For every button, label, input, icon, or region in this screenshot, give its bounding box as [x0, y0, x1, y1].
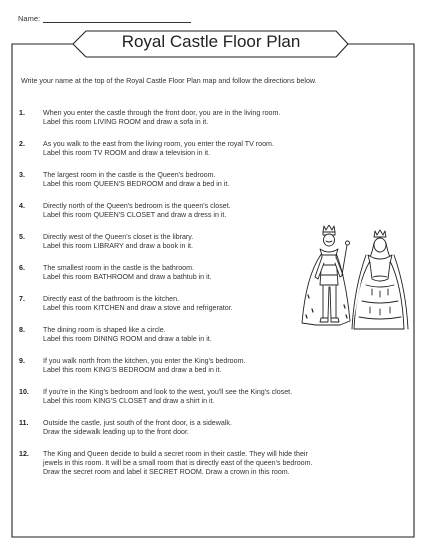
item-line: Outside the castle, just south of the front door, is a sidewalk. [43, 419, 232, 427]
item-line: The dining room is shaped like a circle. [43, 326, 166, 334]
item-line: Draw the secret room and label it SECRET ROOM. Draw a crown in this room. [43, 468, 290, 477]
item-line: As you walk to the east from the living room, you enter the royal TV room. [43, 140, 274, 148]
item-line: Label this room KING'S CLOSET and draw a shirt in it. [43, 397, 215, 406]
item-line: Label this room TV ROOM and draw a television in it. [43, 149, 211, 158]
item-line: The King and Queen decide to build a secret room in their castle. They will hide their [43, 450, 308, 458]
item-line: Draw the sidewalk leading up to the front door. [43, 428, 189, 437]
item-line: When you enter the castle through the front door, you are in the living room. [43, 109, 281, 117]
item-line: The largest room in the castle is the Queen's bedroom. [43, 171, 216, 179]
item-number: 6. [19, 264, 25, 272]
instructions-intro: Write your name at the top of the Royal Castle Floor Plan map and follow the directions below. [21, 77, 317, 85]
item-number: 11. [19, 419, 29, 427]
item-number: 4. [19, 202, 25, 210]
item-line: Label this room KITCHEN and draw a stove and refrigerator. [43, 304, 233, 313]
item-number: 3. [19, 171, 25, 179]
page-title: Royal Castle Floor Plan [121, 32, 301, 51]
item-number: 1. [19, 109, 25, 117]
item-line: The smallest room in the castle is the bathroom. [43, 264, 195, 272]
item-line: Label this room KING'S BEDROOM and draw a bed in it. [43, 366, 222, 375]
name-label: Name: [18, 14, 41, 23]
item-line: Label this room BATHROOM and draw a bathtub in it. [43, 273, 212, 282]
item-number: 2. [19, 140, 25, 148]
item-number: 12. [19, 450, 29, 458]
item-number: 8. [19, 326, 25, 334]
item-line: Directly west of the Queen's closet is the library. [43, 233, 194, 241]
item-number: 7. [19, 295, 25, 303]
item-line: Label this room QUEEN'S CLOSET and draw a dress in it. [43, 211, 227, 220]
item-line: jewels in this room. It will be a small room that is directly east of the queen's bedroom. [43, 459, 313, 468]
item-number: 9. [19, 357, 25, 365]
item-line: Directly north of the Queen's bedroom is the queen's closet. [43, 202, 231, 210]
item-line: Directly east of the bathroom is the kitchen. [43, 295, 180, 303]
item-line: If you're in the King's bedroom and look to the west, you'll see the King's closet. [43, 388, 293, 396]
item-line: If you walk north from the kitchen, you enter the King's bedroom. [43, 357, 246, 365]
item-line: Label this room LIBRARY and draw a book in it. [43, 242, 193, 251]
item-number: 10. [19, 388, 29, 396]
item-line: Label this room QUEEN'S BEDROOM and draw a bed in it. [43, 180, 230, 189]
item-number: 5. [19, 233, 25, 241]
item-line: Label this room LIVING ROOM and draw a sofa in it. [43, 118, 209, 127]
king-and-queen-illustration [300, 225, 412, 335]
item-line: Label this room DINING ROOM and draw a table in it. [43, 335, 212, 344]
